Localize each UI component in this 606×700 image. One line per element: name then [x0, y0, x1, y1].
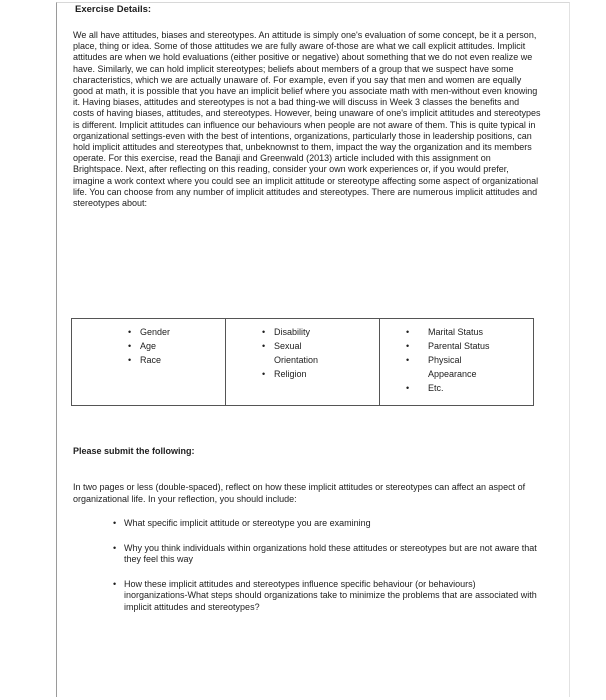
bullet-icon: •	[128, 327, 132, 337]
topic-item: • Disability	[262, 327, 311, 337]
requirements-list	[108, 518, 538, 626]
topics-column-3	[380, 319, 534, 406]
requirement-item: • How these implicit attitudes and stereotypes influence specific behaviour (or behaviours) inorganizations-What steps should organizations take to minimize the problems that are associated with implicit attitudes and stereotypes?	[113, 578, 537, 612]
topics-table	[71, 318, 534, 406]
topic-item: • Religion	[262, 369, 307, 379]
topic-item: • Etc.	[406, 383, 444, 393]
requirement-item: • Why you think individuals within organizations hold these attitudes or stereotypes but are not aware that they feel this way	[113, 542, 537, 564]
exercise-heading: Exercise Details:	[75, 4, 152, 15]
bullet-icon: •	[406, 327, 410, 337]
topic-item: • Sexual Orientation	[262, 341, 319, 365]
bullet-icon: •	[113, 578, 117, 589]
topics-column-2	[226, 319, 380, 406]
submission-instructions: In two pages or less (double-spaced), reflect on how these implicit attitudes or stereotypes can affect an aspect of organizational life. In your reflection, you should include:	[73, 482, 526, 504]
bullet-icon: •	[128, 341, 132, 351]
topic-item: • Gender	[128, 327, 171, 337]
bullet-icon: •	[113, 542, 117, 553]
exercise-intro-paragraph: We all have attitudes, biases and stereotypes. An attitude is simply one's evaluation of some concept, be it a person, place, thing or idea. Some of those attitudes we are fully aware of-those are what we call explicit attitudes. Implicit attitudes are when we hold evaluations (either positive or negative) about something that we do not even realize we have. Similarly, we can hold implicit stereotypes; beliefs about members of a group that we suspect have some characteristics, which we are actually unaware of. For example, even if you say that men and women are equally good at math, it is possible that you have an implicit belief where you associate math with men-without even knowing it. Having biases, attitudes and stereotypes is not a bad thing-we will discuss in Week 3 classes the benefits and costs of having biases, attitudes, and stereotypes. However, being unaware of one's implicit attitudes and stereotypes is different. Implicit attitudes can influence our behaviours when people are not aware of them. This is quite typical in organizational settings-even with the best of intentions, organizations, particularly those in leadership positions, can hold implicit attitudes and stereotypes that, unbeknownst to them, impact the way the organization and its members operate. For this exercise, read the Banaji and Greenwald (2013) article included with this assignment on Brightspace. Next, after reflecting on this reading, consider your own work experiences or, if you would prefer, imagine a work context where you could see an implicit attitude or stereotype affecting some aspect of organizational life. You can choose from any number of implicit attitudes and stereotypes. There are numerous implicit attitudes and stereotypes about:	[73, 30, 541, 209]
bullet-icon: •	[262, 327, 266, 337]
topic-item: • Physical Appearance	[406, 355, 477, 379]
requirement-item: • What specific implicit attitude or stereotype you are examining	[113, 518, 371, 528]
bullet-icon: •	[262, 341, 266, 351]
topic-item: • Age	[128, 341, 157, 351]
bullet-icon: •	[128, 355, 132, 365]
topic-item: • Race	[128, 355, 162, 365]
bullet-icon: •	[406, 383, 410, 393]
bullet-icon: •	[113, 518, 117, 528]
topics-column-1	[72, 319, 226, 406]
bullet-icon: •	[406, 355, 410, 365]
bullet-icon: •	[406, 341, 410, 351]
submission-heading: Please submit the following:	[73, 446, 195, 456]
topic-item: • Parental Status	[406, 341, 490, 351]
bullet-icon: •	[262, 369, 266, 379]
topic-item: • Marital Status	[406, 327, 484, 337]
